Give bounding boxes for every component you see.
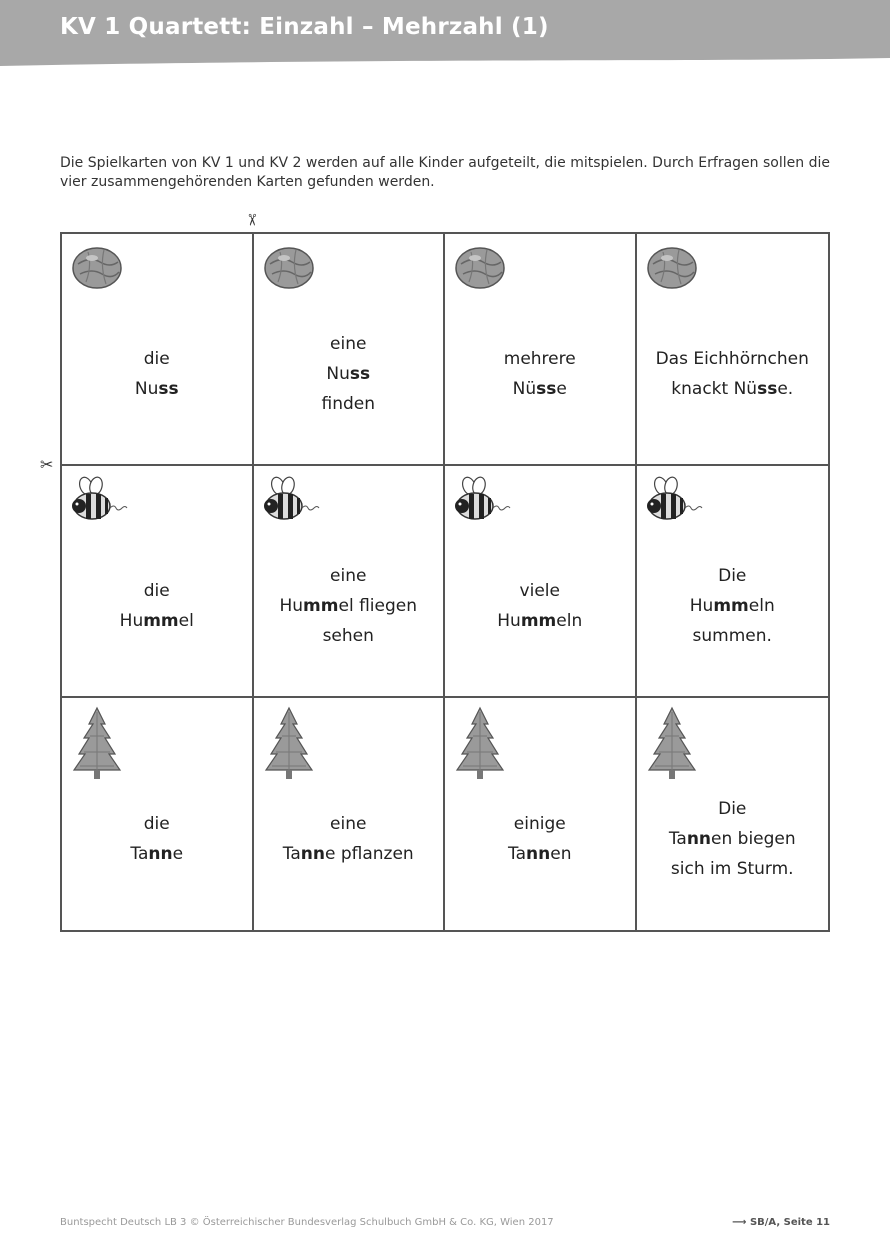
scissors-icon: ✂	[40, 455, 54, 474]
copyright-text: Buntspecht Deutsch LB 3 © Österreichischer Bundesverlag Schulbuch GmbH & Co. KG, Wien 2017	[60, 1217, 554, 1228]
quartet-card	[637, 234, 829, 466]
quartet-card	[254, 234, 446, 466]
card-text-line: eine	[330, 334, 367, 354]
card-text	[637, 768, 829, 910]
quartet-card	[637, 466, 829, 698]
quartet-card	[62, 234, 254, 466]
card-text-line: Nuss	[326, 364, 371, 384]
card-text-line: eine	[330, 814, 367, 834]
walnut-icon	[262, 242, 316, 296]
page-reference: ⟶ SB/A, Seite 11	[732, 1217, 830, 1228]
card-text-line: Hummeln	[497, 611, 583, 631]
card-text-line: viele	[519, 581, 560, 601]
walnut-icon	[645, 242, 699, 296]
card-text-line: knackt Nüsse.	[671, 379, 794, 399]
card-text	[254, 304, 444, 444]
card-text-line: sehen	[322, 626, 374, 646]
card-text	[254, 536, 444, 676]
page-title: KV 1 Quartett: Einzahl – Mehrzahl (1)	[60, 14, 549, 40]
card-text-line: Hummeln	[689, 596, 775, 616]
intro-text: Die Spielkarten von KV 1 und KV 2 werden auf alle Kinder aufgeteilt, die mitspielen. Durch Erfragen sollen die vier zusammengehörenden Karten gefunden werden.	[60, 155, 830, 190]
walnut-icon	[453, 242, 507, 296]
card-grid	[60, 232, 830, 932]
card-text-line: finden	[321, 394, 375, 414]
bumblebee-icon	[645, 474, 705, 528]
quartet-card	[62, 466, 254, 698]
card-text-line: die	[143, 349, 170, 369]
card-text	[445, 536, 635, 676]
card-text-line: Die	[718, 799, 747, 819]
card-text-line: Hummel fliegen	[279, 596, 417, 616]
card-text-line: sich im Sturm.	[670, 859, 794, 879]
quartet-card	[254, 466, 446, 698]
card-text-line: Tannen biegen	[668, 829, 796, 849]
card-text	[637, 536, 829, 676]
card-text-line: Nüsse	[512, 379, 567, 399]
bumblebee-icon	[70, 474, 130, 528]
card-text-line: Die	[718, 566, 747, 586]
card-text-line: Nuss	[134, 379, 179, 399]
card-text-line: mehrere	[503, 349, 576, 369]
walnut-icon	[70, 242, 124, 296]
scissors-icon: ✂	[242, 213, 262, 227]
quartet-card	[445, 466, 637, 698]
quartet-card	[637, 698, 829, 930]
card-text-line: einige	[513, 814, 566, 834]
card-text	[637, 304, 829, 444]
card-text	[445, 768, 635, 910]
quartet-card	[62, 698, 254, 930]
card-text	[62, 768, 252, 910]
card-text	[445, 304, 635, 444]
card-text-line: summen.	[692, 626, 772, 646]
bumblebee-icon	[453, 474, 513, 528]
card-text	[62, 536, 252, 676]
card-text-line: Hummel	[119, 611, 194, 631]
card-text-line: Tanne	[130, 844, 184, 864]
bumblebee-icon	[262, 474, 322, 528]
card-text-line: eine	[330, 566, 367, 586]
quartet-card	[254, 698, 446, 930]
quartet-card	[445, 234, 637, 466]
card-text-line: die	[143, 814, 170, 834]
card-text	[254, 768, 444, 910]
card-text-line: Tanne pflanzen	[282, 844, 414, 864]
card-text-line: die	[143, 581, 170, 601]
card-text-line: Tannen	[508, 844, 572, 864]
card-text-line: Das Eichhörnchen	[655, 349, 809, 369]
page-footer	[60, 1217, 830, 1228]
page-header	[0, 0, 890, 70]
card-text	[62, 304, 252, 444]
quartet-card	[445, 698, 637, 930]
